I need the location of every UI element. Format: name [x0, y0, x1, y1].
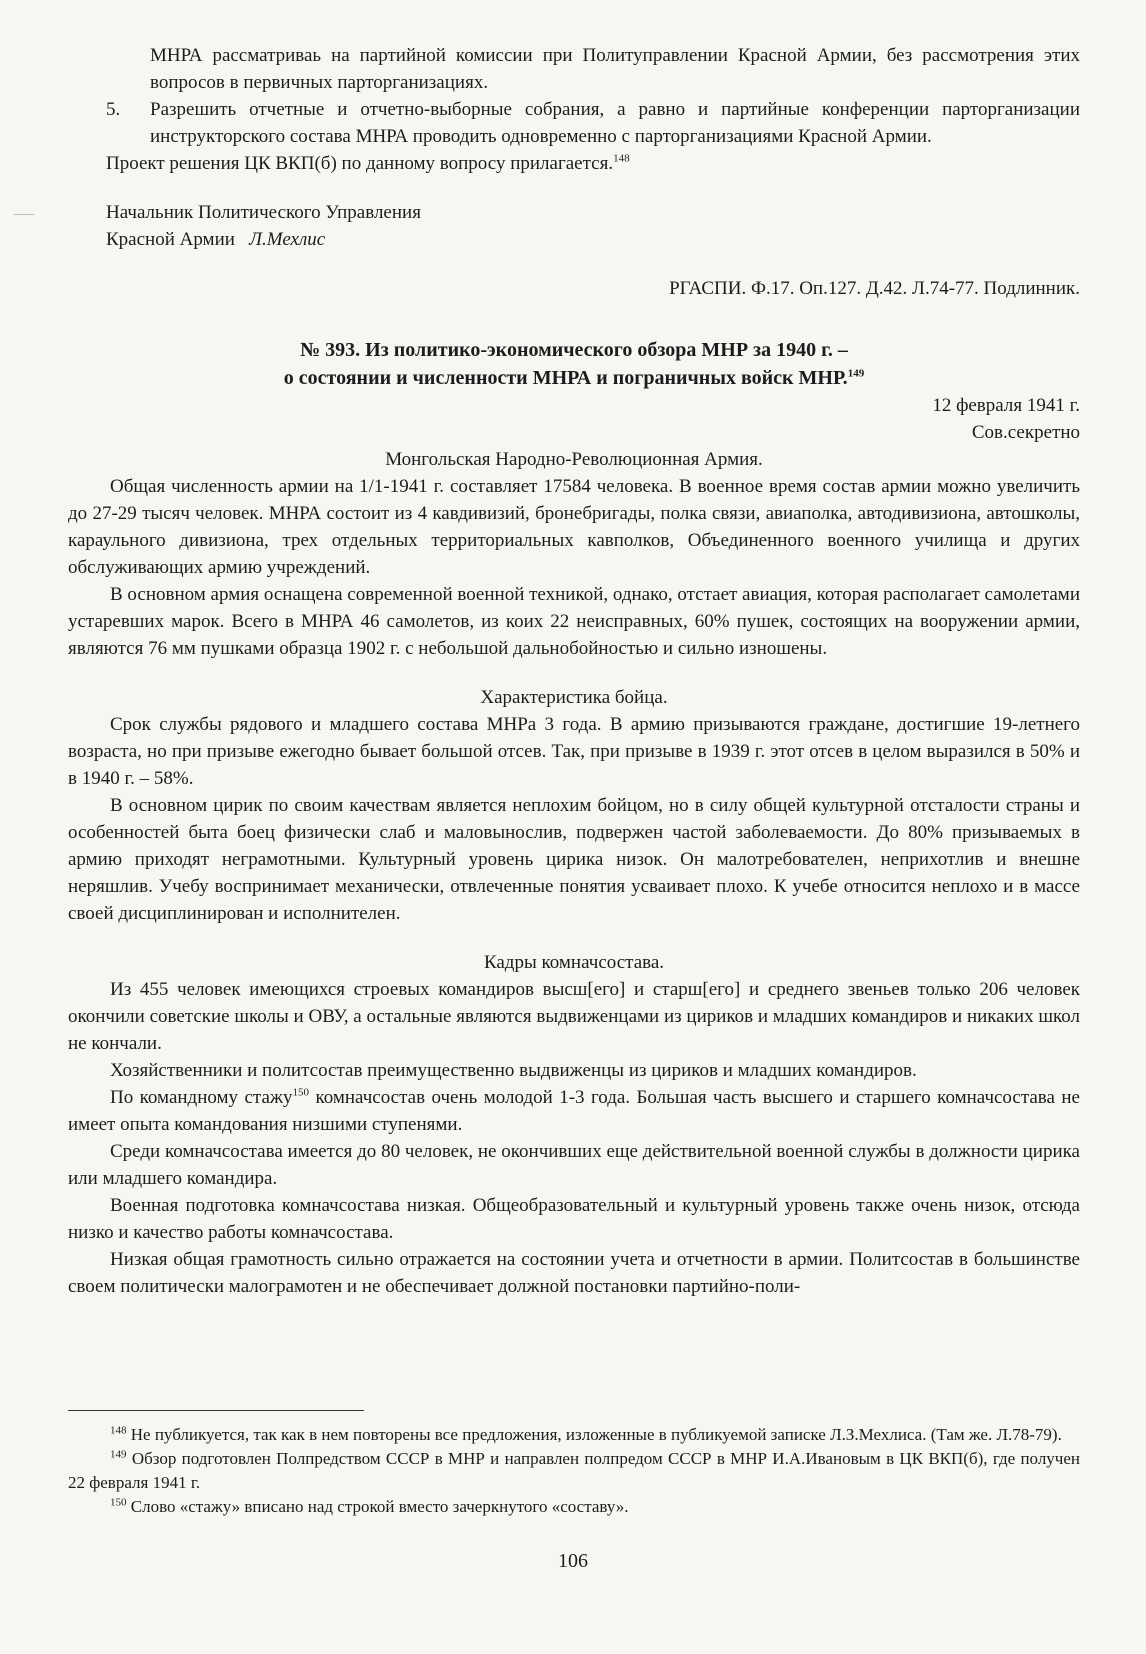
footnote-ref-148: 148: [613, 152, 630, 165]
section-heading: Кадры комначсостава.: [483, 952, 665, 973]
paragraph: Общая численность армии на 1/1-1941 г. составляет 17584 человека. В военное время состав армии можно увеличить до 27-29 тысяч человек. МНРА состоит из 4 кавдивизий, бронебригады, полка связи, авиаполка, автодивизиона, автошколы, караульного дивизиона, трех отдельных территориальных кавполков, Объединенного военного училища и других обслуживающих армию учреждений.: [68, 476, 1080, 578]
archive-reference: РГАСПИ. Ф.17. Оп.127. Д.42. Л.74-77. Подлинник.: [669, 278, 1080, 299]
list-item-5: [68, 96, 1080, 150]
paragraph: В основном цирик по своим качествам является неплохим бойцом, но в силу общей культурной отсталости страны и особенностей быта боец физически слаб и маловынослив, подвержен частой заболеваемости. До 80% призываемых в армию приходят неграмотными. Культурный уровень цирика низок. Он малотребователен, неприхотлив и внешне неряшлив. Учебу воспринимает механически, отвлеченные понятия усваивает плохо. К учебе относится неплохо и в массе своей дисциплинирован и исполнителен.: [68, 795, 1080, 924]
list-item-number: 5.: [106, 99, 121, 120]
paragraph: Срок службы рядового и младшего состава МНРа 3 года. В армию призываются граждане, достигшие 19-летнего возраста, но при призыве ежегодно бывает большой отсев. Так, при призыве в 1939 г. этот отсев в целом выразился в 50% и в 1940 г. – 58%.: [68, 714, 1080, 789]
footnote: $^{149}$ Обзор подготовлен Полпредством СССР в МНР и направлен полпредом СССР в МНР И.А.Ивановым в ЦК ВКП(б), где получен 22 февраля 1941 г.: [68, 1448, 1081, 1492]
paragraph: В основном армия оснащена современной военной техникой, однако, отстает авиация, которая располагает самолетами устаревших марок. Всего в МНРА 46 самолетов, из коих 22 неисправных, 60% пушек, состоящих на вооружении армии, являются 76 мм пушками образца 1902 г. с небольшой дальнобойностью и сильно изношены.: [68, 584, 1080, 659]
section-heading: Характеристика бойца.: [480, 687, 668, 708]
footnote: $^{148}$ Не публикуется, так как в нем повторены все предложения, изложенные в публикуемой записке Л.З.Мехлиса. (Там же. Л.78-79).: [110, 1424, 1062, 1444]
paragraph: Хозяйственники и политсостав преимущественно выдвиженцы из цириков и младших командиров.: [110, 1060, 917, 1081]
footnote-ref-149: 149: [847, 367, 865, 380]
signature-line: Красной Армии Л.Мехлис: [106, 229, 326, 250]
footnotes: [68, 1410, 1080, 1519]
signature-name: Л.Мехлис: [249, 229, 326, 250]
classification-stamp: Сов.секретно: [971, 422, 1080, 443]
list-item-text: Разрешить отчетные и отчетно-выборные собрания, а равно и партийные конференции парторганизации инструкторского состава МНРА проводить одновременно с парторганизациями Красной Армии.: [150, 99, 1080, 147]
page-number: 106: [558, 1550, 588, 1572]
document-date: 12 февраля 1941 г.: [932, 395, 1080, 416]
document-title: № 393. Из политико-экономического обзора МНР за 1940 г. – о состоянии и численности МНРА и пограничных войск МНР.$^{149}$: [283, 339, 865, 389]
footnote-ref-150: 150: [292, 1086, 310, 1099]
signature-title: Начальник Политического Управления: [106, 202, 421, 223]
scan-mark: [14, 214, 34, 215]
main-text: [68, 42, 1080, 1300]
signature-block: [68, 199, 1080, 253]
paragraph: Среди комначсостава имеется до 80 человек, не окончивших еще действительной военной службы в должности цирика или младшего командира.: [68, 1141, 1080, 1189]
paragraph: Низкая общая грамотность сильно отражается на состоянии учета и отчетности в армии. Политсостав в большинстве своем политически малограмотен и не обеспечивает должной постановки партийно-поли-: [68, 1249, 1080, 1297]
paragraph: По командному стажу$^{150}$ комначсостав очень молодой 1-3 года. Большая часть высшего и старшего комначсостава не имеет опыта командования низшими ступенями.: [68, 1086, 1080, 1135]
footnote: $^{150}$ Слово «стажу» вписано над строкой вместо зачеркнутого «составу».: [110, 1496, 629, 1516]
paragraph: Военная подготовка комначсостава низкая. Общеобразовательный и культурный уровень также очень низок, отсюда низко и качество работы комначсостава.: [68, 1195, 1080, 1243]
continued-item-text: МНРА рассматриваь на партийной комиссии при Политуправлении Красной Армии, без рассмотрения этих вопросов в первичных парторганизациях.: [150, 45, 1080, 93]
footnote-divider: [68, 1410, 364, 1411]
project-note: Проект решения ЦК ВКП(б) по данному вопросу прилагается.$^{148}$: [106, 152, 630, 174]
section-heading: Монгольская Народно-Революционная Армия.: [385, 449, 763, 470]
paragraph: Из 455 человек имеющихся строевых командиров высш[его] и старш[его] и среднего звеньев только 206 человек окончили советские школы и ОВУ, а остальные являются выдвиженцами из цириков и младших командиров и никаких школ не кончали.: [68, 979, 1080, 1054]
